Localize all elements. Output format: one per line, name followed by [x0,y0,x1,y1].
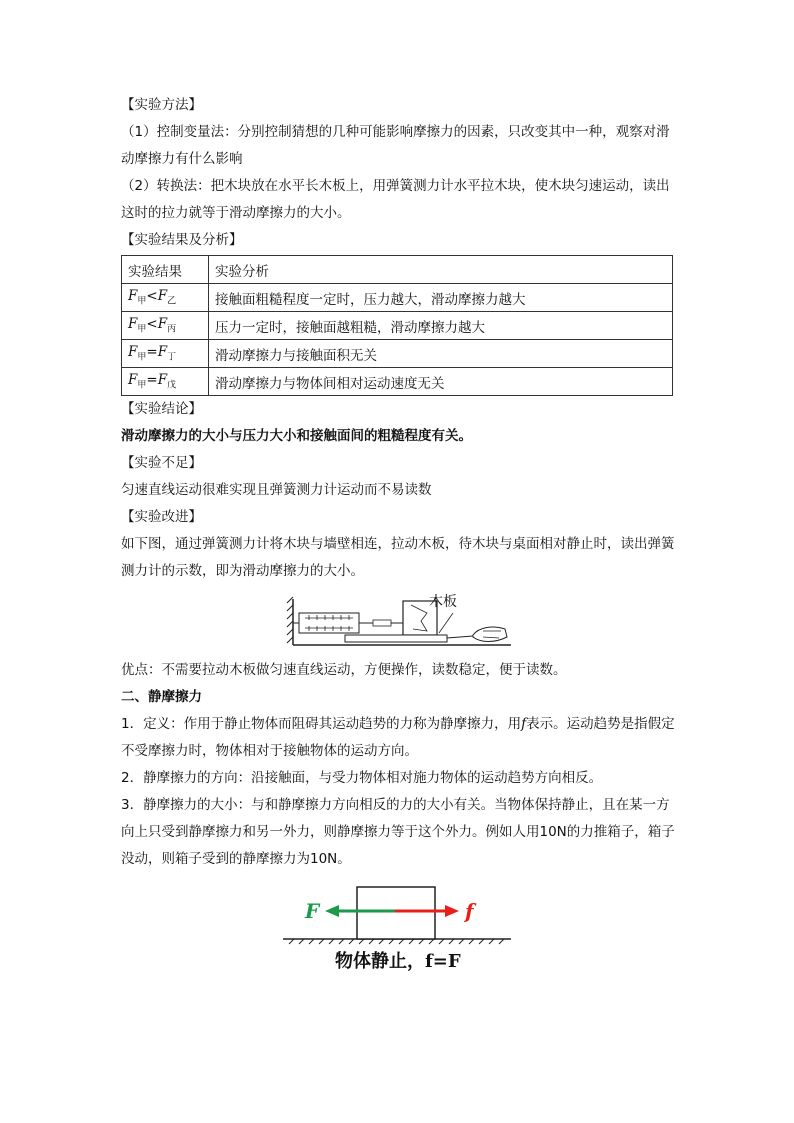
shortcoming-heading: 【实验不足】 [121,455,202,471]
results-heading: 【实验结果及分析】 [121,232,243,248]
definition-3: 3．静摩擦力的大小：与和静摩擦力方向相反的力的大小有关。当物体保持静止，且在某一方向上只受到静摩擦力和另一外力，则静摩擦力等于这个外力。例如人用10N的力推箱子，箱子没动，则箱子受到的静摩擦力为10N。 [121,797,675,867]
table-header-row [122,256,673,284]
conclusion-heading: 【实验结论】 [121,401,202,417]
static-friction-figure [121,877,681,972]
method-1: （1）控制变量法：分别控制猜想的几种可能影响摩擦力的因素，只改变其中一种，观察对滑动摩擦力有什么影响 [121,124,670,167]
analysis-cell: 压力一定时，接触面越粗糙，滑动摩擦力越大 [209,312,673,340]
table-row [122,368,673,396]
analysis-cell: 滑动摩擦力与接触面积无关 [209,340,673,368]
friction-label-f: f [465,899,474,923]
analysis-cell: 接触面粗糙程度一定时，压力越大，滑动摩擦力越大 [209,284,673,312]
result-cell: $F_甲=F_丁$ [122,340,209,368]
improve-text: 如下图，通过弹簧测力计将木块与墙壁相连，拉动木板，待木块与桌面相对静止时，读出弹簧测力计的示数，即为滑动摩擦力的大小。 [121,536,675,579]
table-row [122,340,673,368]
conclusion-text: 滑动摩擦力的大小与压力大小和接触面间的粗糙程度有关。 [121,428,472,444]
results-table [121,255,673,396]
analysis-cell: 滑动摩擦力与物体间相对运动速度无关 [209,368,673,396]
improve-heading: 【实验改进】 [121,509,202,525]
method-2: （2）转换法：把木块放在水平长木板上，用弹簧测力计水平拉木块，使木块匀速运动，读出这时的拉力就等于滑动摩擦力的大小。 [121,178,670,221]
table-row [122,312,673,340]
static-friction-heading: 二、静摩擦力 [121,689,202,705]
result-cell: $F_甲<F_乙$ [122,284,209,312]
improved-experiment-figure [121,591,681,653]
board-label: 木板 [429,594,457,610]
definition-1: 1．定义：作用于静止物体而阻碍其运动趋势的力称为静摩擦力，用f表示。运动趋势是指假定不受摩擦力时，物体相对于接触物体的运动方向。 [121,716,675,759]
header-analysis: 实验分析 [209,256,673,284]
header-result: 实验结果 [122,256,209,284]
experiment-diagram [121,591,681,653]
result-cell: $F_甲=F_戊$ [122,368,209,396]
result-cell: $F_甲<F_丙$ [122,312,209,340]
definition-2: 2．静摩擦力的方向：沿接触面，与受力物体相对施力物体的运动趋势方向相反。 [121,770,603,786]
figure-caption: 物体静止，f=F [335,951,461,972]
table-row [122,284,673,312]
document-page [121,92,681,972]
shortcoming-text: 匀速直线运动很难实现且弹簧测力计运动而不易读数 [121,482,432,498]
method-heading: 【实验方法】 [121,97,202,113]
advantage-text: 优点：不需要拉动木板做匀速直线运动，方便操作，读数稳定，便于读数。 [121,662,567,678]
force-label-F: F [305,899,320,923]
